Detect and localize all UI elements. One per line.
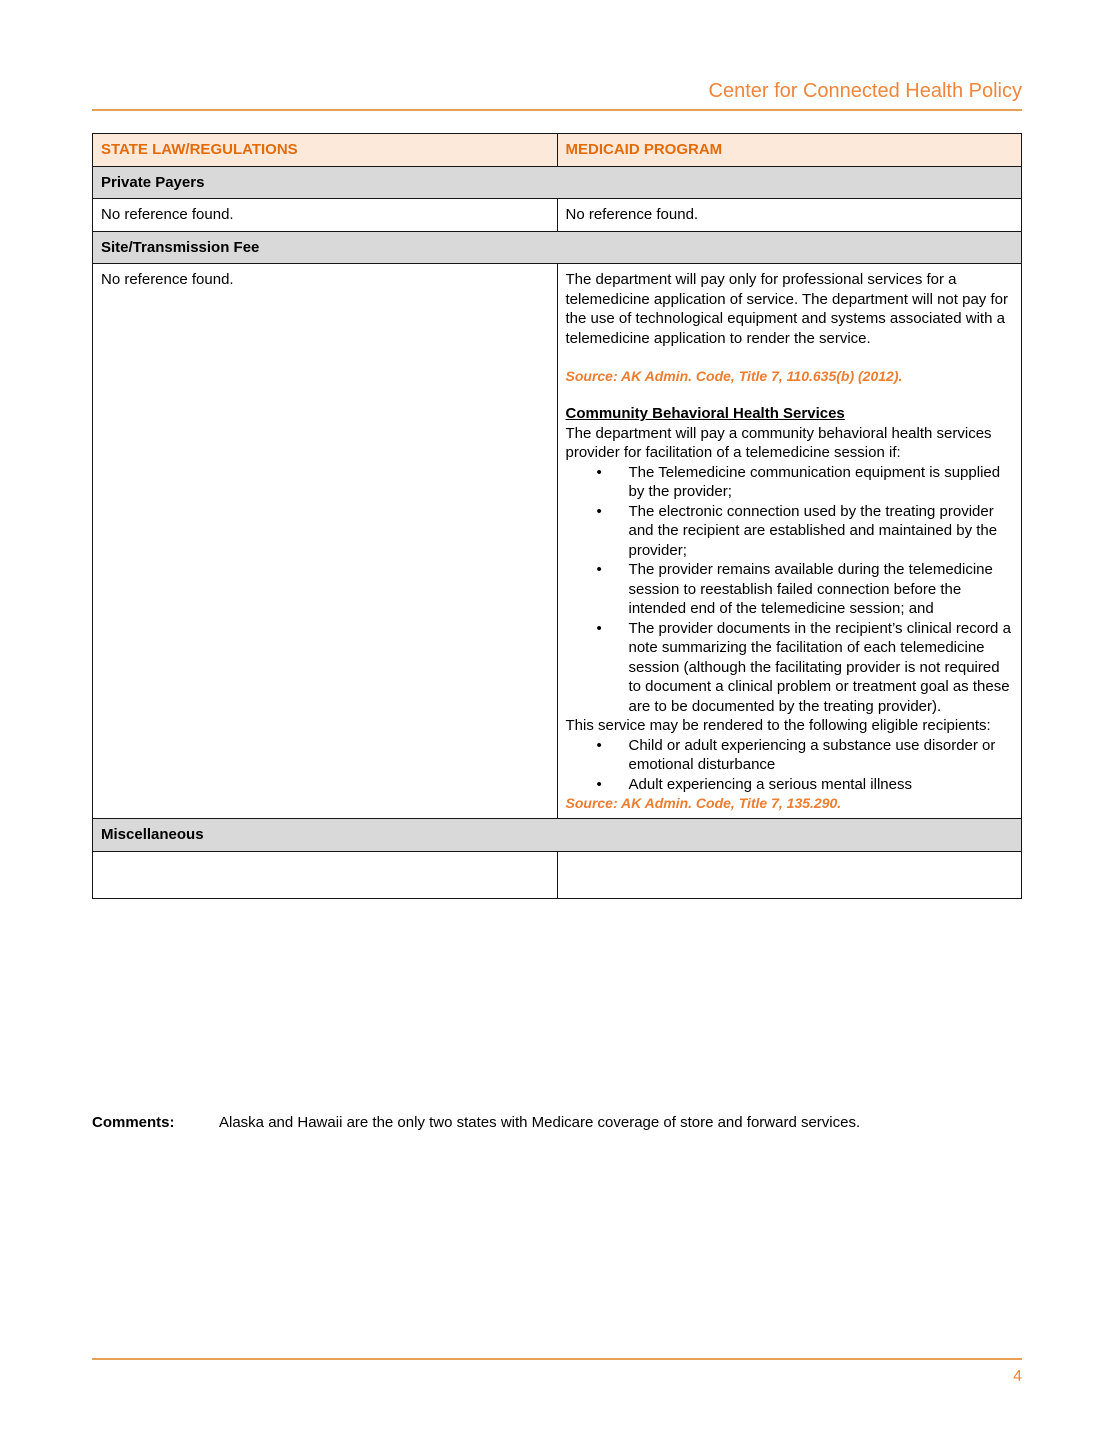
section-label-site-transmission-fee: Site/Transmission Fee [93, 231, 1022, 264]
medicaid-paragraph: The department will pay a community behavioral health services provider for facilitation of a telemedicine session if: [565, 424, 992, 462]
medicaid-bullet-list [566, 463, 1014, 717]
column-header-medicaid: MEDICAID PROGRAM [557, 134, 1022, 167]
document-title: Center for Connected Health Policy [708, 80, 1022, 102]
page-header [92, 80, 1022, 111]
bullet-item: • The Telemedicine communication equipment is supplied by the provider; [566, 463, 1014, 502]
comments-text: Alaska and Hawaii are the only two states with Medicare coverage of store and forward services. [219, 1114, 861, 1131]
source-citation: Source: AK Admin. Code, Title 7, 135.290. [565, 795, 842, 812]
bullet-item: • The electronic connection used by the treating provider and the recipient are established and maintained by the provider; [566, 502, 1014, 561]
table-row [93, 851, 1022, 898]
column-header-state-law: STATE LAW/REGULATIONS [93, 134, 558, 167]
comments-label: Comments: [92, 1114, 175, 1131]
miscellaneous-state-law-cell [93, 851, 558, 898]
medicaid-subheading: Community Behavioral Health Services [565, 405, 845, 423]
bullet-item: • The provider documents in the recipient’s clinical record a note summarizing the facilitation of each telemedicine session (although the facilitating provider is not required to document a clinical problem or treatment goal as these are to be documented by the treating provider). [566, 619, 1014, 717]
section-label-miscellaneous: Miscellaneous [93, 819, 1022, 852]
private-payers-state-law-cell: No reference found. [93, 199, 558, 232]
table-row [93, 199, 1022, 232]
medicaid-bullet-list [566, 736, 1014, 795]
page-number: 4 [1013, 1368, 1022, 1385]
section-row-miscellaneous [93, 819, 1022, 852]
section-row-private-payers [93, 166, 1022, 199]
section-label-private-payers: Private Payers [93, 166, 1022, 199]
page-footer [92, 1358, 1022, 1386]
source-citation: Source: AK Admin. Code, Title 7, 110.635(b) (2012). [565, 368, 903, 384]
bullet-item: • The provider remains available during the telemedicine session to reestablish failed connection before the intended end of the telemedicine session; and [566, 560, 1014, 619]
medicaid-paragraph: The department will pay only for professional services for a telemedicine application of service. The department will not pay for the use of technological equipment and systems associated with a telemedicine application to render the service. [565, 271, 1008, 347]
comments-block [92, 1113, 1022, 1133]
table-header-row [93, 134, 1022, 167]
miscellaneous-medicaid-cell [557, 851, 1022, 898]
policy-table [92, 133, 1022, 899]
site-fee-medicaid-cell [557, 264, 1022, 819]
section-row-site-transmission-fee [93, 231, 1022, 264]
bullet-item: • Child or adult experiencing a substance use disorder or emotional disturbance [566, 736, 1014, 775]
bullet-item: • Adult experiencing a serious mental illness [566, 775, 1014, 795]
site-fee-state-law-cell: No reference found. [93, 264, 558, 819]
medicaid-paragraph: This service may be rendered to the following eligible recipients: [565, 717, 991, 735]
private-payers-medicaid-cell: No reference found. [557, 199, 1022, 232]
table-row [93, 264, 1022, 819]
